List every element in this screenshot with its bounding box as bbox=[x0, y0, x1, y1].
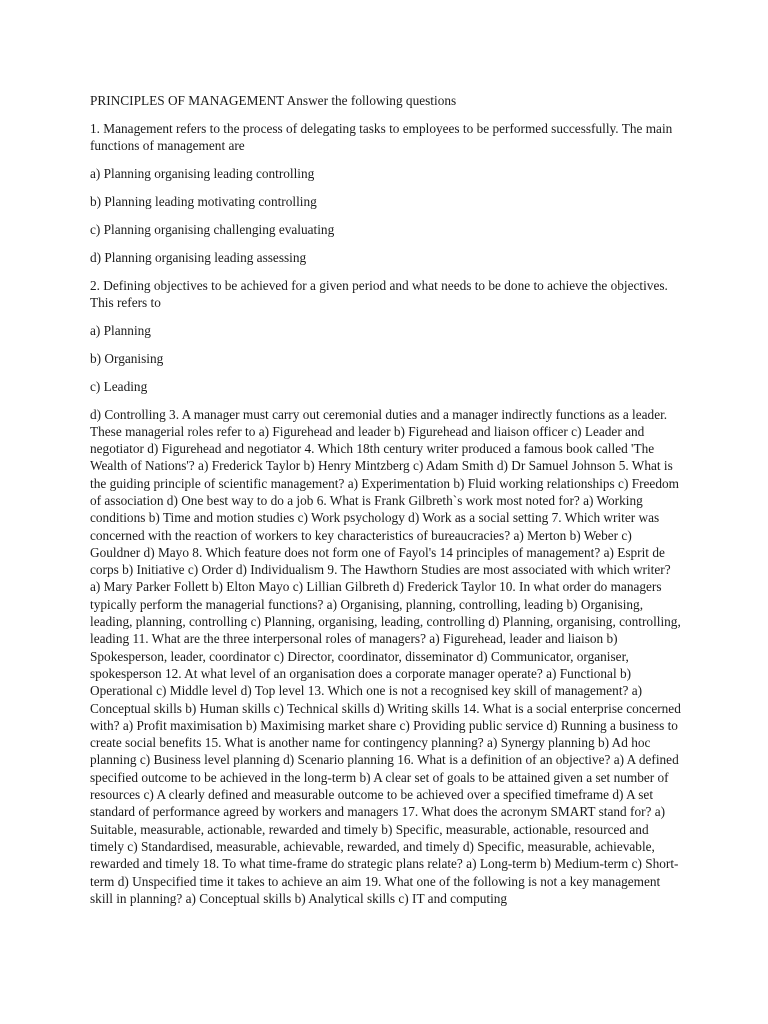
question-2-text: 2. Defining objectives to be achieved for a given period and what needs to be done to achieve the objectives. This refers to bbox=[90, 277, 668, 310]
question-1-option-c: c) Planning organising challenging evaluating bbox=[90, 221, 335, 237]
document-page bbox=[90, 92, 682, 907]
question-2-option-c: c) Leading bbox=[90, 378, 148, 394]
question-1-option-b: b) Planning leading motivating controlling bbox=[90, 193, 317, 209]
question-2-option-a: a) Planning bbox=[90, 322, 151, 338]
question-1-text: 1. Management refers to the process of delegating tasks to employees to be performed successfully. The main functions of management are bbox=[90, 120, 673, 154]
question-1-option-d: d) Planning organising leading assessing bbox=[90, 249, 307, 265]
question-1-option-a: a) Planning organising leading controlling bbox=[90, 166, 315, 182]
questions-3-to-19-block: d) Controlling 3. A manager must carry out ceremonial duties and a manager indirectly functions as a leader. These managerial roles refer to a) Figurehead and leader b) Figurehead and liaison officer c) Leader and negotiator d) Figurehead and negotiator 4. Which 18th century writer produced a famous book called 'The Wealth of Nations'? a) Frederick Taylor b) Henry Mintzberg c) Adam Smith d) Dr Samuel Johnson 5. What is the guiding principle of scientific management? a) Experimentation b) Fluid working relationships c) Freedom of association d) One best way to do a job 6. What is Frank Gilbreth`s work most noted for? a) Working conditions b) Time and motion studies c) Work psychology d) Work as a social setting 7. Which writer was concerned with the reaction of workers to key characteristics of bureaucracies? a) Merton b) Weber c) Gouldner d) Mayo 8. Which feature does not form one of Fayol's 14 principles of management? a) Esprit de corps b) Initiative c) Order d) Individualism 9. The Hawthorn Studies are most associated with which writer? a) Mary Parker Follett b) Elton Mayo c) Lillian Gilbreth d) Frederick Taylor 10. In what order do managers typically perform the managerial functions? a) Organising, planning, controlling, leading b) Organising, leading, planning, controlling c) Planning, organising, leading, controlling d) Planning, organising, controlling, leading 11. What are the three interpersonal roles of managers? a) Figurehead, leader and liaison b) Spokesperson, leader, coordinator c) Director, coordinator, disseminator d) Communicator, organiser, spokesperson 12. At what level of an organisation does a corporate manager operate? a) Functional b) Operational c) Middle level d) Top level 13. Which one is not a recognised key skill of management? a) Conceptual skills b) Human skills c) Technical skills d) Writing skills 14. What is a social enterprise concerned with? a) Profit maximisation b) Maximising market share c) Providing public service d) Running a business to create social benefits 15. What is another name for contingency planning? a) Synergy planning b) Ad hoc planning c) Business level planning d) Scenario planning 16. What is a definition of an objective? a) A defined specified outcome to be achieved in the long-term b) A clear set of goals to be attained given a set number of resources c) A clearly defined and measurable outcome to be achieved over a specified timeframe d) A set standard of performance agreed by workers and managers 17. What does the acronym SMART stand for? a) Suitable, measurable, actionable, rewarded and timely b) Specific, measurable, actionable, resourced and timely c) Standardised, measurable, achievable, rewarded, and timely d) Specific, measurable, achievable, rewarded and timely 18. To what time-frame do strategic plans relate? a) Long-term b) Medium-term c) Short-term d) Unspecified time it takes to achieve an aim 19. What one of the following is not a key management skill in planning? a) Conceptual skills b) Analytical skills c) IT and computing bbox=[90, 406, 681, 906]
document-heading: PRINCIPLES OF MANAGEMENT Answer the following questions bbox=[90, 93, 457, 108]
question-2-option-b: b) Organising bbox=[90, 350, 164, 366]
